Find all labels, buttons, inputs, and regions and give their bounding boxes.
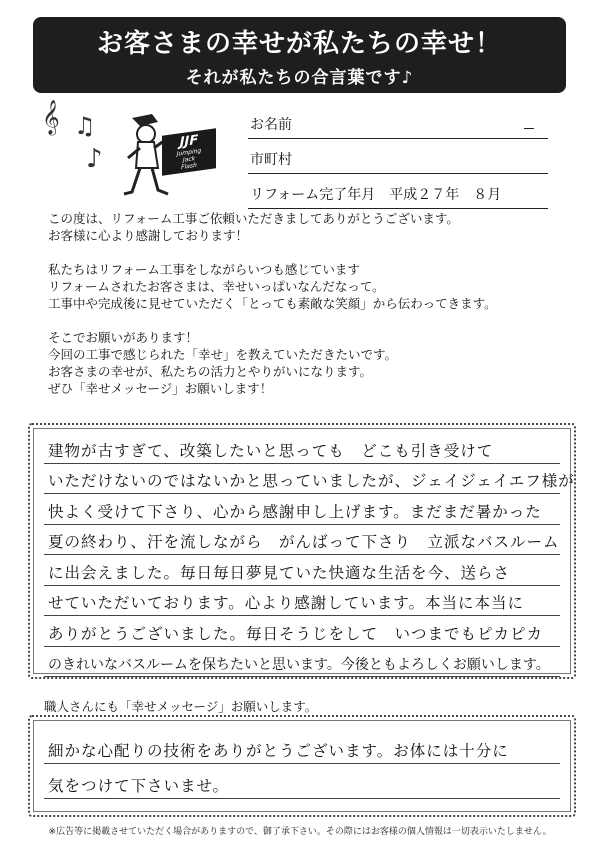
company-logo <box>118 112 218 198</box>
intro-line: 工事中や完成後に見せていただく「とっても素敵な笑顔」から伝わってきます。 <box>48 296 497 311</box>
city-row <box>248 139 548 174</box>
intro-line: そこでお願いがあります！ <box>48 330 199 345</box>
intro-line: この度は、リフォーム工事ご依頼いただきましてありがとうございます。 <box>48 211 459 226</box>
name-row <box>248 104 548 139</box>
message-line: せていただいております。心より感謝しています。本当に本当に <box>44 586 560 617</box>
intro-line: お客様に心より感謝しております！ <box>48 228 249 243</box>
craftsman-message-box <box>28 715 576 817</box>
customer-message-box <box>28 423 576 679</box>
logo-letters: JJF <box>179 132 199 151</box>
craftsman-message-line: 細かな心配りの技術をありがとうございます。お体には十分に <box>44 729 560 764</box>
banner-title: お客さまの幸せが私たちの幸せ！ <box>96 29 502 59</box>
intro-line: リフォームされたお客さまは、幸せいっぱいなんだなって。 <box>48 279 385 294</box>
customer-info <box>248 104 548 209</box>
intro-line: ぜひ「幸せメッセージ」お願いします！ <box>48 381 273 396</box>
message-line: 夏の終わり、汗を流しながら がんばって下さり 立派なバスルーム <box>44 525 560 556</box>
logo-tagline-1: Jumping <box>176 147 202 158</box>
message-line: いただけないのではないかと思っていましたが、ジェイジェイエフ様が <box>44 464 560 495</box>
message-line: 快よく受けて下さり、心から感謝申し上げます。まだまだ暑かった <box>44 494 560 525</box>
message-line: ありがとうございました。毎日そうじをして いつまでもピカピカ <box>44 616 560 647</box>
completion-label: リフォーム完了年月 平成２７年 ８月 <box>250 187 502 203</box>
music-note-icon: ♫ <box>74 112 96 140</box>
banner-subtitle: それが私たちの合言葉です♪ <box>185 68 414 88</box>
intro-line: お客さまの幸せが、私たちの活力とやりがいになります。 <box>48 364 373 379</box>
logo-tagline-3: Flash <box>181 161 197 172</box>
privacy-footer: ※広告等に掲載させていただく場合がありますので、御了承下さい。その際にはお客様の個人情報は一切表示いたしません。 <box>48 827 552 837</box>
message-line: 建物が古すぎて、改築したいと思っても どこも引き受けて <box>44 433 560 464</box>
intro-line: 今回の工事で感じられた「幸せ」を教えていただきたいです。 <box>48 347 398 362</box>
completion-row <box>248 174 548 209</box>
intro-line: 私たちはリフォーム工事をしながらいつも感じています <box>48 262 360 277</box>
craftsman-label: 職人さんにも「幸せメッセージ」お願いします。 <box>44 699 318 714</box>
message-line: に出会えました。毎日毎日夢見ていた快適な生活を今、送らさ <box>44 555 560 586</box>
craftsman-message-line: 気をつけて下さいませ。 <box>44 764 560 799</box>
treble-clef-icon: 𝄞 <box>42 100 60 135</box>
intro-text <box>48 210 568 397</box>
logo-tagline-2: Jack <box>182 155 196 164</box>
logo-flag <box>162 128 216 176</box>
city-label: 市町村 <box>250 152 292 168</box>
name-label: お名前 <box>250 117 292 133</box>
header-banner <box>33 17 566 93</box>
message-line: のきれいなバスルームを保ちたいと思います。今後ともよろしくお願いします。 <box>44 647 560 678</box>
eighth-note-icon: ♪ <box>86 144 103 174</box>
